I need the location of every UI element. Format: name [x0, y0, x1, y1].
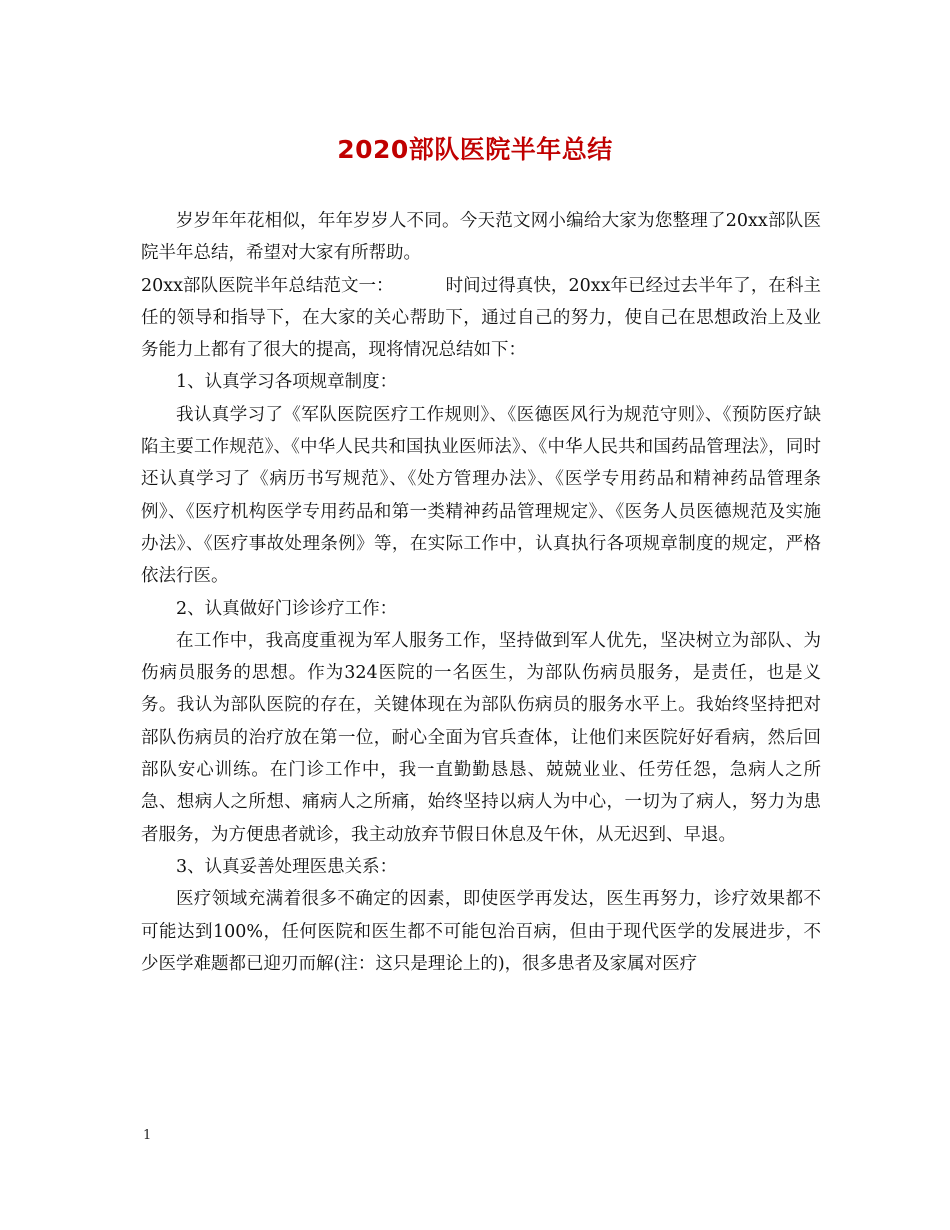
sample-text: 时间过得真快，20xx年已经过去半年了，在科主任的领导和指导下，在大家的关心帮助下，通过自己的努力，使自己在思想政治上及业务能力上都有了很大的提高，现将情况总结如下： — [141, 275, 821, 361]
section-heading-2: 2、认真做好门诊诊疗工作： — [176, 598, 398, 619]
page-number: 1 — [143, 1128, 152, 1143]
section-heading-3: 3、认真妥善处理医患关系： — [176, 856, 398, 877]
intro-paragraph: 岁岁年年花相似，年年岁岁人不同。今天范文网小编给大家为您整理了20xx部队医院半年总结，希望对大家有所帮助。 — [141, 211, 821, 264]
section-text-1: 我认真学习了《军队医院医疗工作规则》、《医德医风行为规范守则》、《预防医疗缺陷主要工作规范》、《中华人民共和国执业医师法》、《中华人民共和国药品管理法》，同时还认真学习了《病历书写规范》、《处方管理办法》、《医学专用药品和精神药品管理条例》、《医疗机构医学专用药品和第一类精神药品管理规定》、《医务人员医德规范及实施办法》、《医疗事故处理条例》等，在实际工作中，认真执行各项规章制度的规定，严格依法行医。 — [141, 404, 821, 587]
document-body — [141, 205, 821, 980]
sample-paragraph — [141, 270, 821, 367]
section-heading-1: 1、认真学习各项规章制度： — [176, 372, 398, 393]
document-title: 2020部队医院半年总结 — [337, 135, 613, 164]
section-text-3: 医疗领域充满着很多不确定的因素，即使医学再发达，医生再努力，诊疗效果都不可能达到100%，任何医院和医生都不可能包治百病，但由于现代医学的发展进步，不少医学难题都已迎刃而解(注：这只是理论上的)，很多患者及家属对医疗 — [141, 889, 821, 974]
section-text-2: 在工作中，我高度重视为军人服务工作，坚持做到军人优先，坚决树立为部队、为伤病员服务的思想。作为324医院的一名医生，为部队伤病员服务，是责任，也是义务。我认为部队医院的存在，关键体现在为部队伤病员的服务水平上。我始终坚持把对部队伤病员的治疗放在第一位，耐心全面为官兵查体，让他们来医院好好看病，然后回部队安心训练。在门诊工作中，我一直勤勤恳恳、兢兢业业、任劳任怨，急病人之所急、想病人之所想、痛病人之所痛，始终坚持以病人为中心，一切为了病人，努力为患者服务，为方便患者就诊，我主动放弃节假日休息及午休，从无迟到、早退。 — [141, 630, 821, 845]
sample-label: 20xx部队医院半年总结范文一： — [141, 275, 394, 296]
